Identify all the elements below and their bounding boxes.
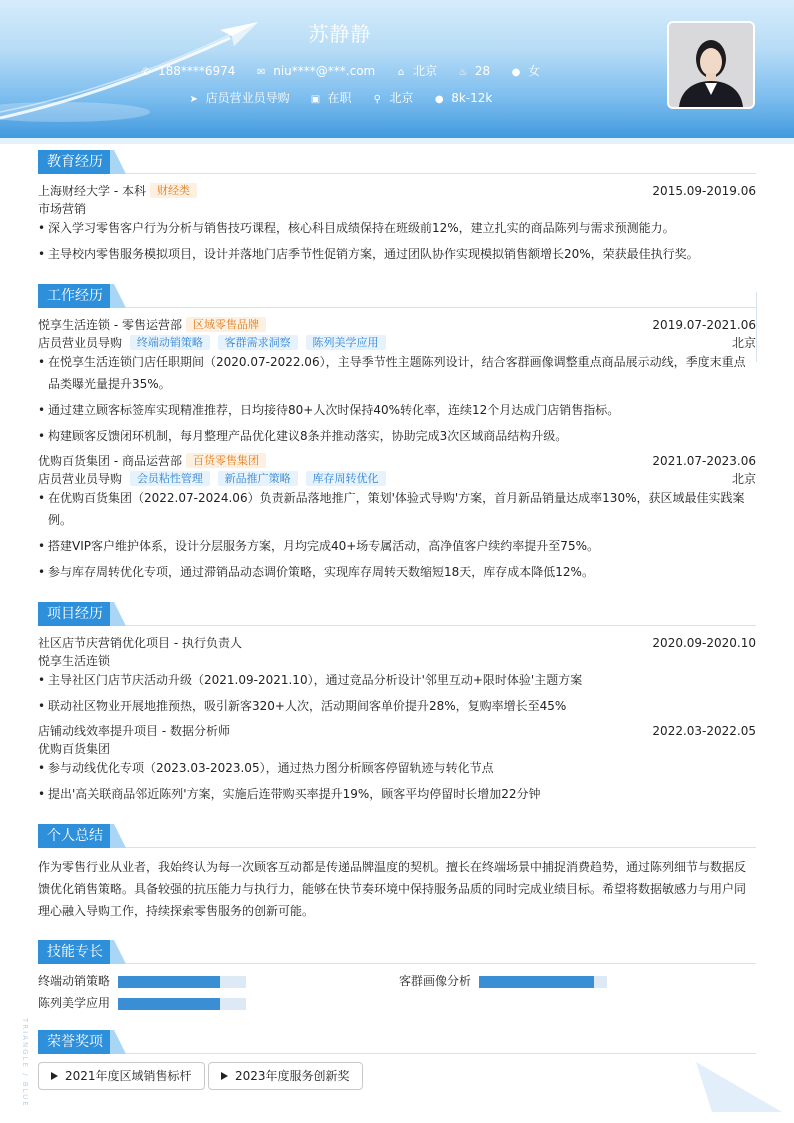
status-item <box>310 89 352 106</box>
work-bullet-continuation: 例。 <box>48 513 73 527</box>
project-name: 社区店节庆营销优化项目 - 执行负责人 <box>38 636 242 650</box>
section-work-header <box>38 284 756 308</box>
project-bullet: • 参与动线优化专项（2023.03-2023.05），通过热力图分析顾客停留轨迹与转化节点 <box>38 758 756 779</box>
send-icon: ➤ <box>189 94 198 105</box>
company-tag: 区域零售品牌 <box>186 317 266 332</box>
work-bullet: • 搭建VIP客户维护体系，设计分层服务方案，月均完成40+场专属活动，高净值客户续约率提升至75%。 <box>38 536 756 557</box>
section-title: 项目经历 <box>38 602 112 626</box>
work-role-row <box>38 470 756 488</box>
location-pin-icon: ⚲ <box>373 94 381 105</box>
phone-item <box>140 64 235 78</box>
mail-icon: ✉ <box>257 67 266 78</box>
contact-info-row <box>0 62 680 79</box>
skill-level-bar <box>479 976 607 988</box>
skill-item <box>38 973 258 989</box>
play-triangle-icon <box>51 1072 58 1080</box>
skill-item <box>399 973 619 989</box>
target-city-text: 北京 <box>389 91 414 105</box>
triangle-decoration <box>110 150 126 174</box>
award-text: 2023年度服务创新奖 <box>235 1069 350 1083</box>
school-tag: 财经类 <box>150 183 197 198</box>
section-summary-header <box>38 824 756 848</box>
section-skills-header <box>38 940 756 964</box>
position-item <box>188 89 290 106</box>
salary-item <box>433 91 492 105</box>
award-badge <box>38 1062 205 1090</box>
skill-tag: 新品推广策略 <box>218 471 298 486</box>
skill-name: 陈列美学应用 <box>38 996 111 1010</box>
company-name: 优购百货集团 - 商品运营部 <box>38 454 182 468</box>
triangle-decoration <box>110 284 126 308</box>
age-item <box>457 64 490 78</box>
gender-item <box>510 62 540 79</box>
skill-name: 客群画像分析 <box>399 974 472 988</box>
triangle-decoration <box>110 824 126 848</box>
work-role: 店员营业员导购 <box>38 472 123 486</box>
section-divider <box>38 173 756 174</box>
project-title-row <box>38 722 756 740</box>
project-bullet: • 主导社区门店节庆活动升级（2021.09-2021.10），通过竞品分析设计'邻里互动+限时体验'主题方案 <box>38 670 756 691</box>
target-city-item <box>371 89 413 106</box>
company-tag: 百货零售集团 <box>186 453 266 468</box>
education-school-row <box>38 182 756 200</box>
project-title-row <box>38 634 756 652</box>
education-bullet: • 深入学习零售客户行为分析与销售技巧课程，核心科目成绩保持在班级前12%，建立扎实的商品陈列与需求预测能力。 <box>38 218 756 239</box>
template-watermark: TRIANGLE / BLUE <box>21 1018 29 1108</box>
award-text: 2021年度区域销售标杆 <box>65 1069 192 1083</box>
section-title: 工作经历 <box>38 284 112 308</box>
skill-item <box>38 995 258 1011</box>
work-bullet: • 通过建立顾客标签库实现精准推荐，日均接待80+人次时保持40%转化率，连续12个月达成门店销售指标。 <box>38 400 756 421</box>
project-period: 2020.09-2020.10 <box>652 636 756 650</box>
work-company-row <box>38 452 756 470</box>
work-company-row <box>38 316 756 334</box>
section-divider <box>38 847 756 848</box>
skill-name: 终端动销策略 <box>38 974 111 988</box>
skill-tag: 会员粘性管理 <box>130 471 210 486</box>
triangle-decoration <box>110 1030 126 1054</box>
skill-tag: 客群需求洞察 <box>218 335 298 350</box>
project-bullet: • 联动社区物业开展地推预热，吸引新客320+人次，活动期间客单价提升28%，复购率增长至45% <box>38 696 756 717</box>
skill-tag: 终端动销策略 <box>130 335 210 350</box>
avatar-photo <box>667 21 755 109</box>
position-text: 店员营业员导购 <box>205 91 290 105</box>
status-text: 在职 <box>327 91 352 105</box>
home-icon: ⌂ <box>397 67 405 78</box>
section-awards-header <box>38 1030 756 1054</box>
coin-icon: ● <box>434 94 444 105</box>
project-org: 悦享生活连锁 <box>38 654 111 668</box>
section-title: 荣誉奖项 <box>38 1030 112 1054</box>
project-bullet: • 提出'高关联商品邻近陈列'方案，实施后连带购买率提升19%，顾客平均停留时长增加22分钟 <box>38 784 756 805</box>
skill-level-bar <box>118 976 246 988</box>
briefcase-icon: ▣ <box>310 94 321 105</box>
work-period: 2019.07-2021.06 <box>652 318 756 332</box>
cake-icon: ♨ <box>458 67 468 78</box>
project-org: 优购百货集团 <box>38 742 111 756</box>
summary-text: 作为零售行业从业者，我始终认为每一次顾客互动都是传递品牌温度的契机。擅长在终端场景中捕捉消费趋势，通过陈列细节与数据反馈优化销售策略。具备较强的抗压能力与执行力，能够在快节奏环境中保持服务品质的同时完成业绩目标。希望将数据敏感力与用户同理心融入导购工作，持续探索零售服务的创新可能。 <box>38 860 747 918</box>
section-divider <box>38 307 756 308</box>
salary-text: 8k-12k <box>451 91 493 105</box>
work-role: 店员营业员导购 <box>38 336 123 350</box>
school-name: 上海财经大学 - 本科 <box>38 184 146 198</box>
work-location: 北京 <box>731 336 756 350</box>
city-text: 北京 <box>413 64 438 78</box>
age-text: 28 <box>474 64 491 78</box>
candidate-name: 苏静静 <box>308 22 372 46</box>
resume-header <box>0 0 794 140</box>
triangle-decoration <box>110 940 126 964</box>
skill-level-fill <box>118 998 220 1010</box>
section-education-header <box>38 150 756 174</box>
work-bullet: • 在悦享生活连锁门店任职期间（2020.07-2022.06），主导季节性主题陈列设计，结合客群画像调整重点商品展示动线，季度末重点 <box>38 352 756 373</box>
project-period: 2022.03-2022.05 <box>652 724 756 738</box>
work-role-row <box>38 334 756 352</box>
section-title: 技能专长 <box>38 940 112 964</box>
skill-level-fill <box>118 976 220 988</box>
city-item <box>395 62 437 79</box>
phone-text: 188****6974 <box>157 64 236 78</box>
skill-tag: 陈列美学应用 <box>306 335 386 350</box>
play-triangle-icon <box>221 1072 228 1080</box>
work-bullet-continuation: 品类曝光量提升35%。 <box>48 377 171 391</box>
gender-icon: ● <box>511 67 521 78</box>
section-title: 个人总结 <box>38 824 112 848</box>
skill-tag: 库存周转优化 <box>306 471 386 486</box>
company-name: 悦享生活连锁 - 零售运营部 <box>38 318 182 332</box>
side-divider <box>756 292 757 362</box>
work-bullet: • 在优购百货集团（2022.07-2024.06）负责新品落地推广，策划'体验式导购'方案，首月新品销量达成率130%，获区域最佳实践案 <box>38 488 756 509</box>
education-bullet: • 主导校内零售服务模拟项目，设计并落地门店季节性促销方案，通过团队协作实现模拟销售额增长20%，荣获最佳执行奖。 <box>38 244 756 265</box>
section-projects-header <box>38 602 756 626</box>
triangle-decoration <box>110 602 126 626</box>
work-location: 北京 <box>731 472 756 486</box>
phone-icon: ✆ <box>141 67 151 78</box>
skill-level-bar <box>118 998 246 1010</box>
gender-text: 女 <box>528 64 541 78</box>
portrait-image <box>669 23 753 107</box>
section-divider <box>38 963 756 964</box>
email-item <box>255 64 375 78</box>
corner-triangle-decoration <box>696 1062 782 1112</box>
section-divider <box>38 1053 756 1054</box>
project-name: 店铺动线效率提升项目 - 数据分析师 <box>38 724 230 738</box>
education-period: 2015.09-2019.06 <box>652 184 756 198</box>
email-text: niu****@***.com <box>273 64 376 78</box>
award-badge <box>208 1062 363 1090</box>
header-bottom-strip <box>0 138 794 144</box>
work-bullet: • 参与库存周转优化专项，通过滞销品动态调价策略，实现库存周转天数缩短18天，库存成本降低12%。 <box>38 562 756 583</box>
section-title: 教育经历 <box>38 150 112 174</box>
job-intent-row <box>0 89 680 106</box>
education-major: 市场营销 <box>38 202 87 216</box>
section-divider <box>38 625 756 626</box>
skill-level-fill <box>479 976 594 988</box>
work-bullet: • 构建顾客反馈闭环机制，每月整理产品优化建议8条并推动落实，协助完成3次区域商品结构升级。 <box>38 426 756 447</box>
work-period: 2021.07-2023.06 <box>652 454 756 468</box>
